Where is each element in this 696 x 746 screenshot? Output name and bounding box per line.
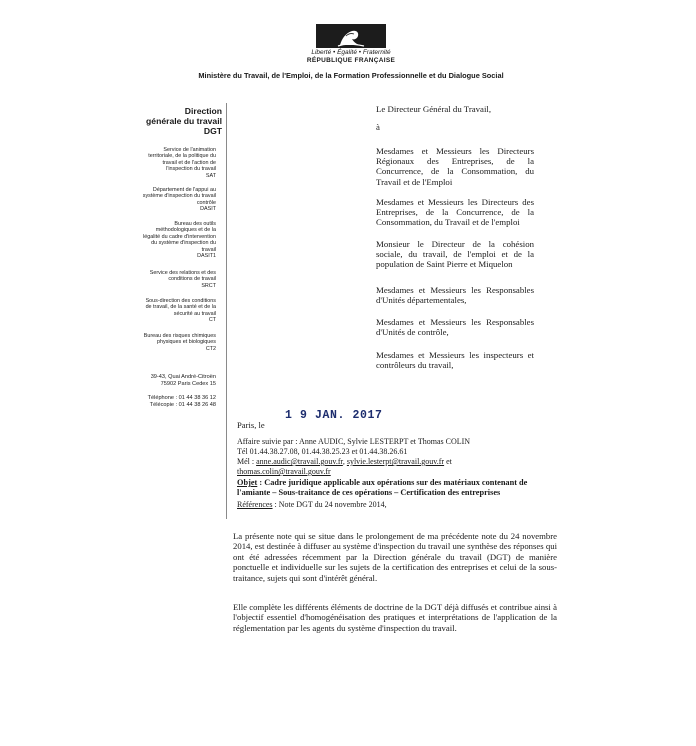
service-block-ct: Sous-direction des conditions de travail, de la santé et de la sécurité au travail CT bbox=[145, 298, 216, 324]
recipient-item: Mesdames et Messieurs les Responsables d'Unités de contrôle, bbox=[376, 317, 534, 338]
ministry-title: Ministère du Travail, de l'Emploi, de la Formation Professionnelle et du Dialogue Social bbox=[198, 71, 504, 80]
republic-motto: Liberté • Égalité • Fraternité bbox=[311, 49, 391, 56]
postal-address: 39-43, Quai André-Citroën 75902 Paris Cedex 15 bbox=[150, 374, 216, 387]
mail-line-2 bbox=[237, 467, 553, 477]
contact-numbers bbox=[106, 395, 216, 408]
recipient-item: Mesdames et Messieurs les Directeurs des Entreprises, de la Concurrence, de la Consommation, du Travail et de l'emploi bbox=[376, 197, 534, 228]
service-block-srct: Service des relations et des conditions de travail SRCT bbox=[149, 270, 216, 289]
references-text: : Note DGT du 24 novembre 2014, bbox=[274, 500, 387, 509]
recipient-item: Monsieur le Directeur de la cohésion sociale, du travail, de l'emploi et de la population de Saint Pierre et Miquelon bbox=[376, 239, 534, 270]
references-line bbox=[237, 500, 553, 510]
email-link-lesterpt[interactable]: sylvie.lesterpt@travail.gouv.fr bbox=[346, 457, 445, 466]
marianne-logo-icon bbox=[316, 24, 386, 48]
service-block-sat: Service de l'animation territoriale, de la politique du travail et de l'action de l'inspection du travail SAT bbox=[148, 147, 216, 179]
recipient-to: à bbox=[376, 122, 380, 132]
date-stamp: 1 9 JAN. 2017 bbox=[285, 409, 383, 422]
objet-label: Objet bbox=[237, 478, 258, 487]
objet-text: : Cadre juridique applicable aux opérations sur des matériaux contenant de l'amiante – Sous-traitance de ces opérations – Certification des entreprises bbox=[237, 478, 528, 497]
recipient-item: Mesdames et Messieurs les Directeurs Régionaux des Entreprises, de la Concurrence, de la Consommation, du Travail et de l'Emploi bbox=[376, 146, 534, 187]
body-paragraph-2: Elle complète les différents éléments de doctrine de la DGT déjà diffusés et contribue ainsi à l'objectif essentiel d'homogénéisation des pratiques et interprétations de l'application de la réglementation par les agents du système d'inspection du travail. bbox=[233, 602, 557, 633]
service-block-dasit: Département de l'appui au système d'inspection du travail contrôle DASIT bbox=[142, 187, 216, 213]
affaire-line: Affaire suivie par : Anne AUDIC, Sylvie LESTERPT et Thomas COLIN bbox=[237, 437, 471, 446]
phone-number: Téléphone : 01 44 38 36 12 bbox=[147, 395, 216, 401]
email-link-colin[interactable]: thomas.colin@travail.gouv.fr bbox=[237, 467, 331, 476]
body-paragraph-1: La présente note qui se situe dans le prolongement de ma précédente note du 24 novembre 2014, est destinée à diffuser au système d'inspection du travail une synthèse des réponses qui ont été adressées récemment par la Direction générale du travail (DGT) de manière ponctuelle et individuelle sur les sujets de la certification des entreprises et celui de la sous-traitance, sujets qui sont d'intérêt général. bbox=[233, 531, 557, 583]
mail-line: Mél : anne.audic@travail.gouv.fr, sylvie.lesterpt@travail.gouv.fr et bbox=[237, 457, 452, 466]
service-block-ct2: Bureau des risques chimiques physiques et biologiques CT2 bbox=[143, 333, 216, 352]
direction-title: Direction générale du travail DGT bbox=[146, 106, 222, 136]
republic-label: RÉPUBLIQUE FRANÇAISE bbox=[306, 57, 396, 64]
objet-line bbox=[237, 478, 553, 497]
fax-number: Télécopie : 01 44 38 26 48 bbox=[149, 401, 216, 408]
tel-line: Tél 01.44.38.27.08, 01.44.38.25.23 et 01.44.38.26.61 bbox=[237, 447, 408, 456]
sender-line: Le Directeur Général du Travail, bbox=[376, 104, 492, 114]
date-label: Paris, le bbox=[237, 420, 265, 430]
references-label: Références bbox=[237, 500, 273, 509]
email-link-audic[interactable]: anne.audic@travail.gouv.fr bbox=[256, 457, 343, 466]
sidebar-divider bbox=[226, 103, 227, 519]
recipient-item: Mesdames et Messieurs les Responsables d'Unités départementales, bbox=[376, 285, 534, 306]
recipient-item: Mesdames et Messieurs les inspecteurs et contrôleurs du travail, bbox=[376, 350, 534, 371]
service-block-dasit1: Bureau des outils méthodologiques et de la légalité du cadre d'intervention du système d'inspection du travail DASIT1 bbox=[143, 221, 216, 260]
